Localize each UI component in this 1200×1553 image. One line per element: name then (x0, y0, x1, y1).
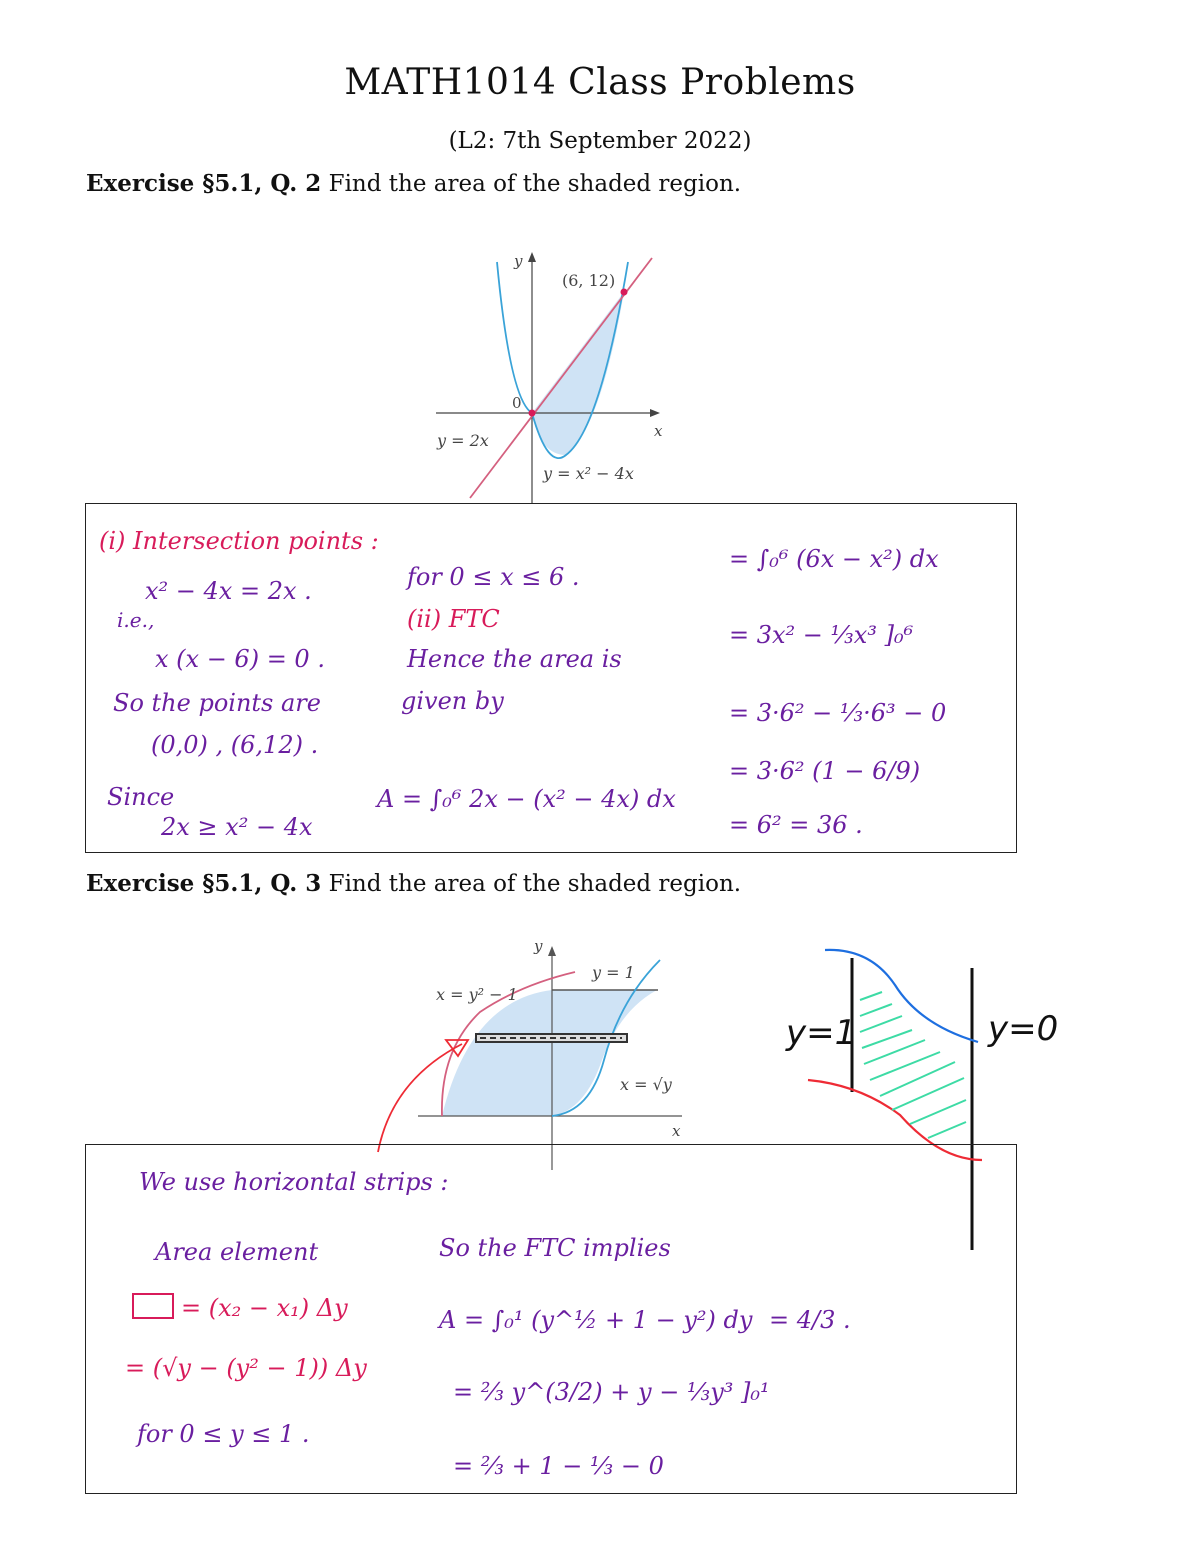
hw-line: = 6² = 36 . (729, 811, 863, 839)
hw-line: A = ∫₀¹ (y^½ + 1 − y²) dy (439, 1306, 753, 1334)
sketch-left-label: y=1 (786, 1013, 857, 1053)
page-title: MATH1014 Class Problems (344, 62, 856, 103)
hw-line: x² − 4x = 2x . (145, 577, 312, 605)
hw-line: = 4/3 . (769, 1306, 851, 1334)
hw-line: = 3x² − ⅓x³ ]₀⁶ (729, 621, 914, 649)
area-element-icon (133, 1294, 173, 1318)
point-label: (6, 12) (562, 271, 616, 290)
hw-line: given by (401, 687, 504, 715)
page-subtitle: (L2: 7th September 2022) (448, 128, 752, 154)
origin-label: 0 (512, 394, 522, 412)
exercise-2-label: Exercise §5.1, Q. 3 (86, 870, 322, 897)
hw-line: Since (107, 783, 175, 811)
hw-line: (ii) FTC (407, 605, 500, 633)
y-axis-label-2: y (534, 937, 543, 955)
exercise-2-prompt: Find the area of the shaded region. (328, 871, 742, 897)
sketch-right-label: y=0 (988, 1009, 1059, 1049)
hw-line: = (√y − (y² − 1)) Δy (125, 1354, 367, 1382)
hw-line: So the points are (113, 689, 321, 717)
right-curve-label: x = √y (620, 1075, 672, 1094)
x-axis-label-2: x (672, 1122, 681, 1140)
hw-line: = ∫₀⁶ (6x − x²) dx (729, 545, 939, 573)
hw-line: x (x − 6) = 0 . (155, 645, 325, 673)
hw-line: We use horizontal strips : (139, 1168, 449, 1196)
hw-line: for 0 ≤ x ≤ 6 . (407, 563, 580, 591)
hw-line: = 3·6² (1 − 6/9) (729, 757, 921, 785)
line-label: y = 2x (437, 431, 489, 450)
hw-line: i.e., (117, 608, 155, 632)
left-curve-label: x = y² − 1 (436, 985, 518, 1004)
y-axis-label-1: y (514, 252, 523, 270)
hw-line: = 3·6² − ⅓·6³ − 0 (729, 699, 947, 727)
hw-line: (0,0) , (6,12) . (151, 731, 319, 759)
sketch-hatching (860, 992, 966, 1138)
hw-line: = ⅔ + 1 − ⅓ − 0 (453, 1452, 664, 1480)
x-axis-label-1: x (654, 422, 663, 440)
hw-line: = ⅔ y^(3/2) + y − ⅓y³ ]₀¹ (453, 1378, 770, 1406)
hw-line: A = ∫₀⁶ 2x − (x² − 4x) dx (377, 785, 676, 813)
exercise-1-prompt: Find the area of the shaded region. (328, 171, 742, 197)
top-line-label: y = 1 (592, 963, 635, 982)
hw-line: 2x ≥ x² − 4x (161, 813, 313, 841)
hw-line: So the FTC implies (439, 1234, 671, 1262)
hw-line: Area element (155, 1238, 319, 1266)
exercise-1-label: Exercise §5.1, Q. 2 (86, 170, 322, 197)
parabola-label: y = x² − 4x (543, 464, 634, 483)
solution-2-handwriting (85, 1144, 1017, 1494)
hw-line: = (x₂ − x₁) Δy (181, 1294, 348, 1322)
hw-line: (i) Intersection points : (99, 527, 379, 555)
hw-line: for 0 ≤ y ≤ 1 . (137, 1420, 310, 1448)
hw-line: Hence the area is (407, 645, 622, 673)
